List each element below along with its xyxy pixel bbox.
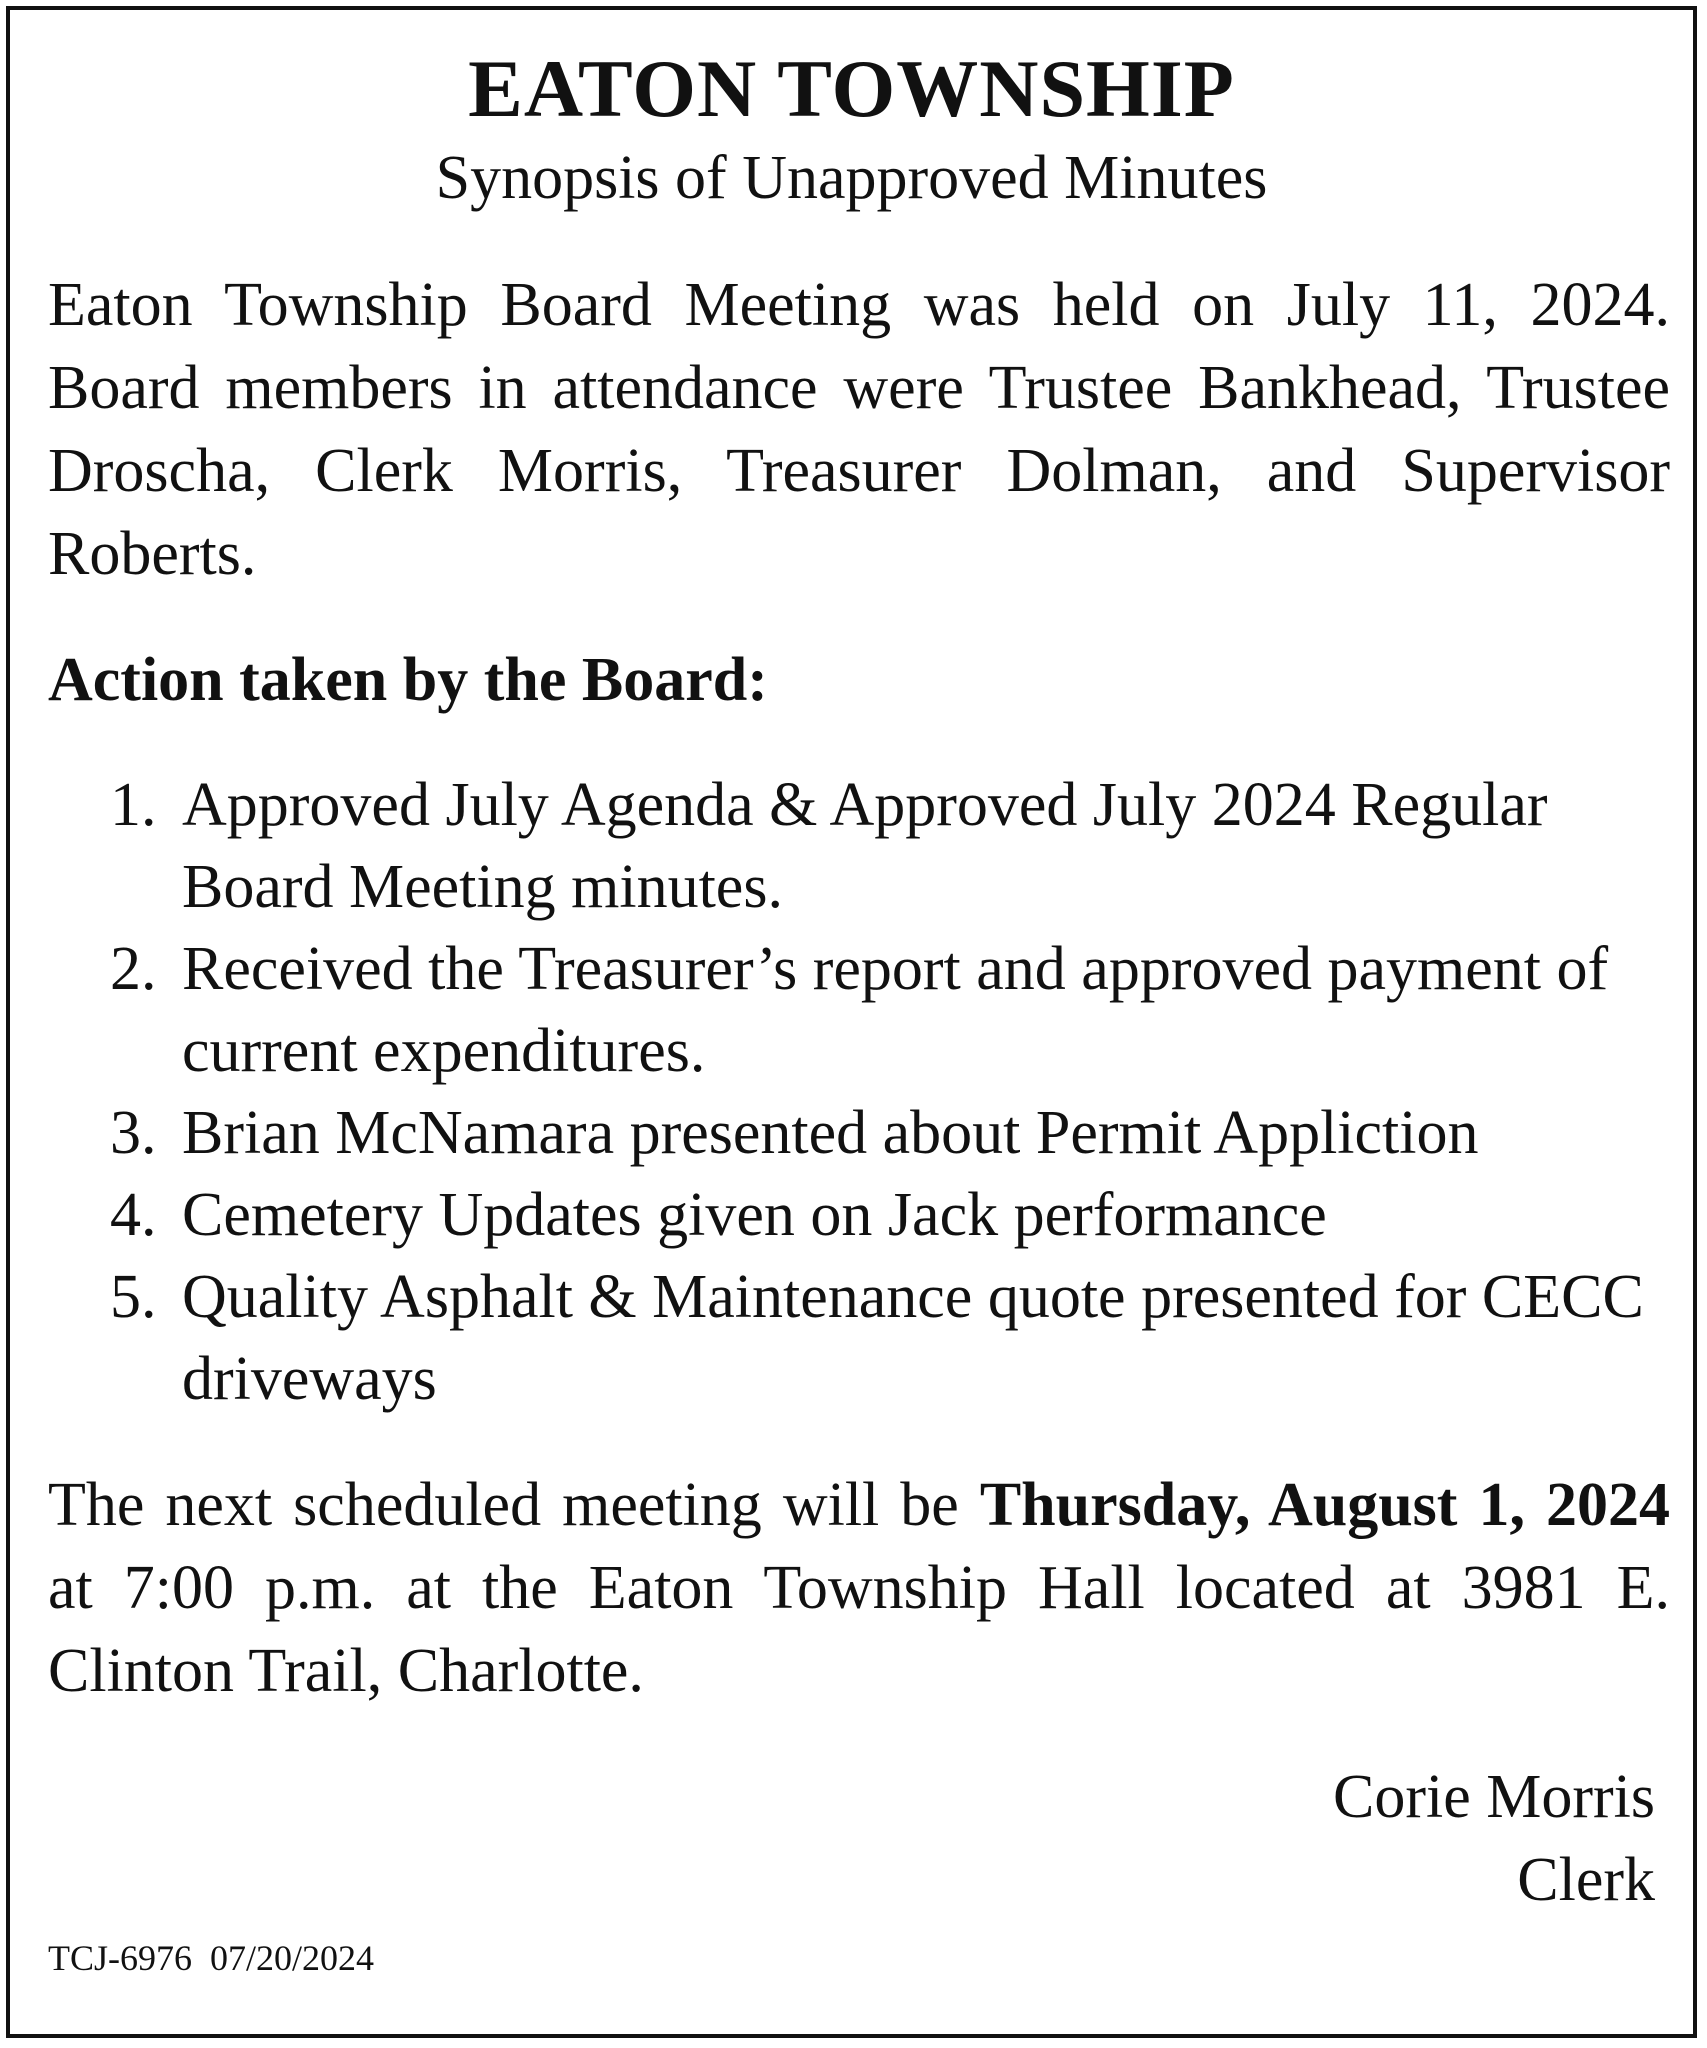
list-item-text: Approved July Agenda & Approved July 2024 Regular Board Meeting minutes. — [182, 771, 1548, 921]
list-item — [110, 1092, 1670, 1174]
ad-reference — [48, 1936, 374, 1980]
list-item-number: 1. — [110, 771, 157, 839]
list-item — [110, 1174, 1670, 1256]
actions-list — [110, 764, 1670, 1420]
list-item-text: Received the Treasurer’s report and approved payment of current expenditures. — [182, 935, 1609, 1085]
actions-heading: Action taken by the Board: — [48, 646, 768, 714]
page-subtitle: Synopsis of Unapproved Minutes — [435, 144, 1268, 212]
page-title: EATON TOWNSHIP — [468, 43, 1235, 134]
list-item-text: Quality Asphalt & Maintenance quote presented for CECC driveways — [182, 1263, 1644, 1413]
list-item-text: Cemetery Updates given on Jack performance — [182, 1181, 1327, 1249]
next-meeting-lead: The next scheduled meeting will be — [48, 1471, 980, 1539]
list-item-number: 5. — [110, 1263, 157, 1331]
next-meeting-paragraph — [48, 1464, 1670, 1713]
list-item — [110, 764, 1670, 928]
next-meeting-date: Thursday, August 1, 2024 — [979, 1471, 1670, 1539]
signature-name: Corie Morris — [1332, 1763, 1655, 1831]
signature-block — [1333, 1756, 1655, 1922]
ad-code: TCJ-6976 — [48, 1938, 192, 1978]
list-item — [110, 928, 1670, 1092]
signature-role: Clerk — [1517, 1846, 1655, 1914]
ad-date: 07/20/2024 — [210, 1938, 375, 1978]
list-item-number: 4. — [110, 1181, 157, 1249]
list-item-text: Brian McNamara presented about Permit Appliction — [182, 1099, 1479, 1167]
legal-notice — [6, 6, 1697, 2038]
list-item — [110, 1256, 1670, 1420]
list-item-number: 3. — [110, 1099, 157, 1167]
meeting-intro-paragraph: Eaton Township Board Meeting was held on July 11, 2024. Board members in attendance were Trustee Bankhead, Trustee Droscha, Clerk Morris, Treasurer Dolman, and Supervisor Roberts. — [48, 271, 1670, 588]
next-meeting-details: at 7:00 p.m. at the Eaton Township Hall located at 3981 E. Clinton Trail, Charlotte. — [48, 1554, 1670, 1705]
list-item-number: 2. — [110, 935, 157, 1003]
